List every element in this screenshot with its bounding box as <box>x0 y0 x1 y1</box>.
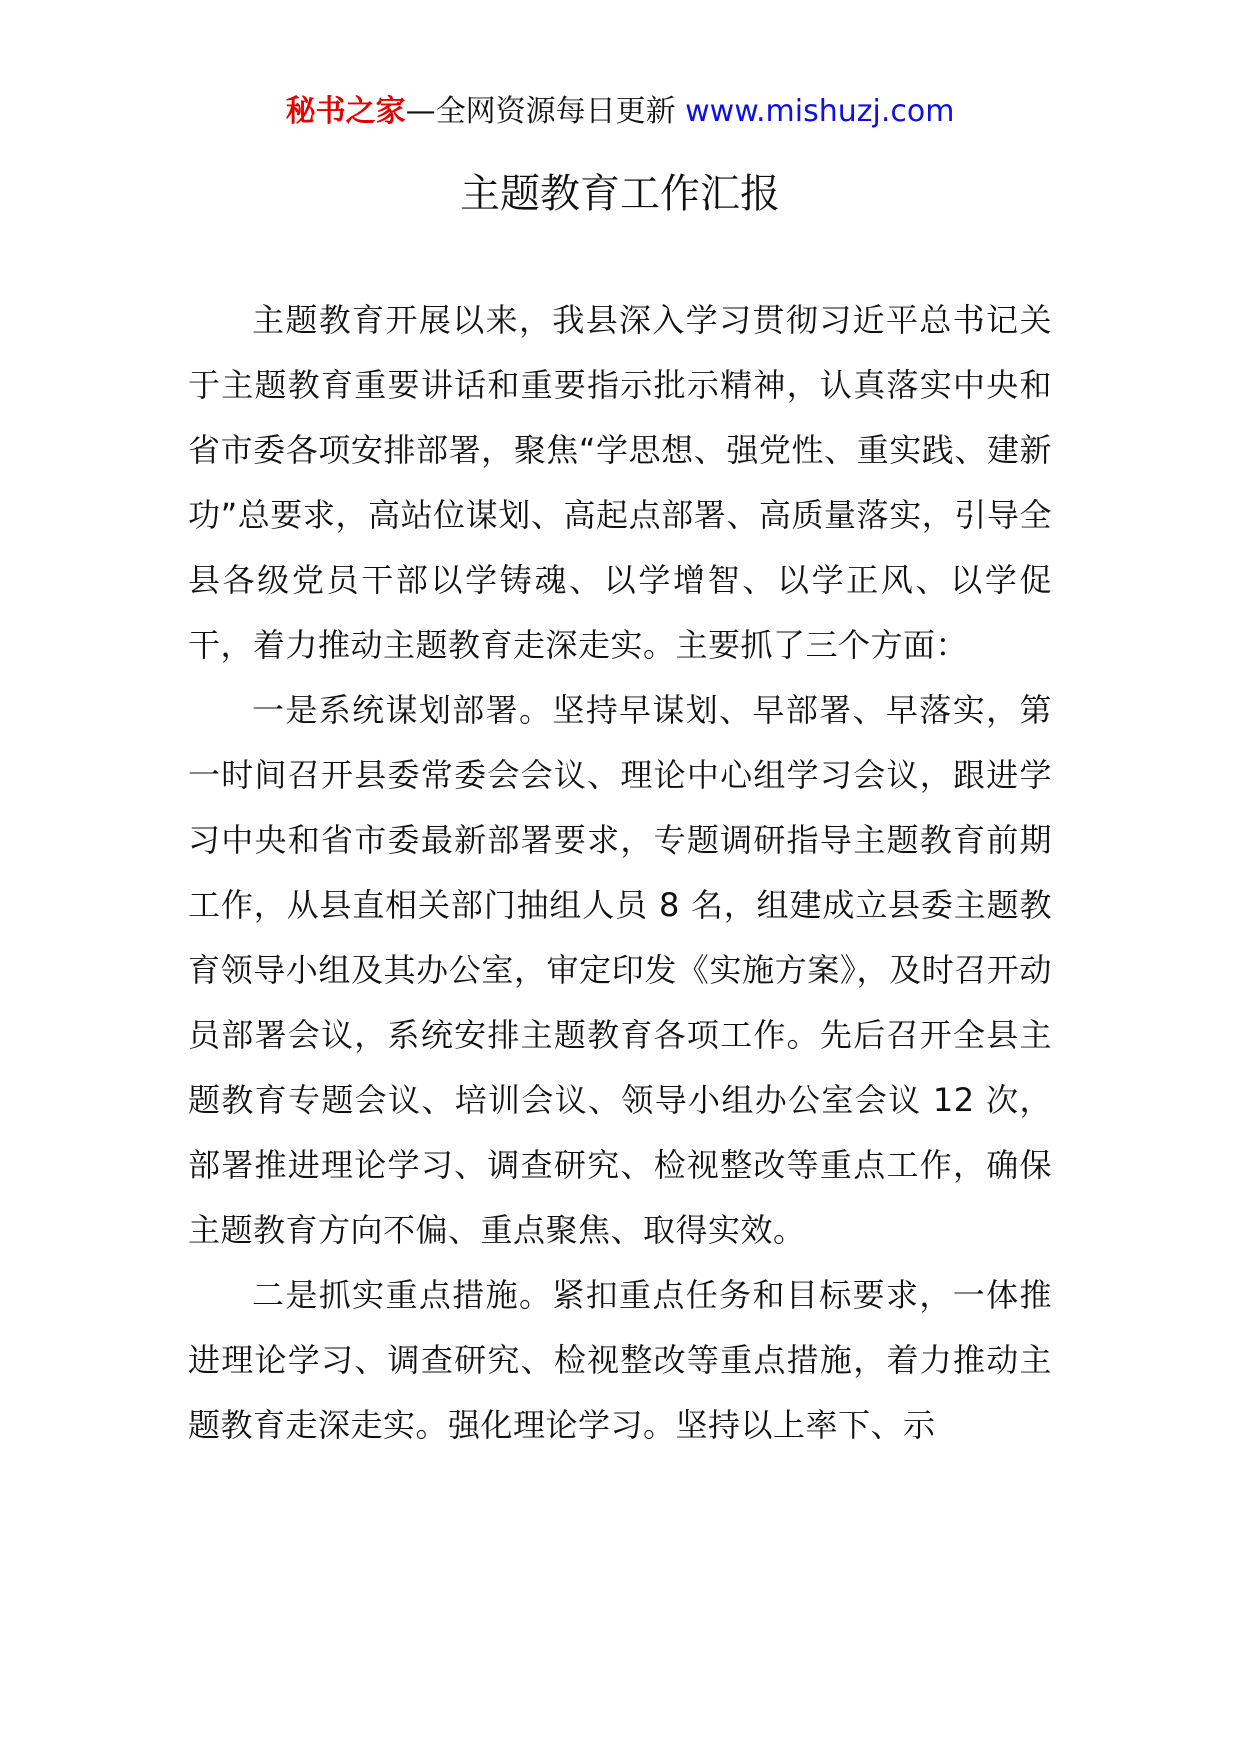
paragraph-point-two: 二是抓实重点措施。紧扣重点任务和目标要求，一体推进理论学习、调查研究、检视整改等重点措施，着力推动主题教育走深走实。强化理论学习。坚持以上率下、示 <box>188 1276 1052 1444</box>
paragraph-point-one: 一是系统谋划部署。坚持早谋划、早部署、早落实，第一时间召开县委常委会会议、理论中心组学习会议，跟进学习中央和省市委最新部署要求，专题调研指导主题教育前期工作，从县直相关部门抽组人员 8 名，组建成立县委主题教育领导小组及其办公室，审定印发《实施方案》，及时召开动员部署会议，系统安排主题教育各项工作。先后召开全县主题教育专题会议、培训会议、领导小组办公室会议 12 次，部署推进理论学习、调查研究、检视整改等重点工作，确保主题教育方向不偏、重点聚焦、取得实效。 <box>188 691 1052 1249</box>
paragraph-intro: 主题教育开展以来，我县深入学习贯彻习近平总书记关于主题教育重要讲话和重要指示批示精神，认真落实中央和省市委各项安排部署，聚焦“学思想、强党性、重实践、建新功”总要求，高站位谋划、高起点部署、高质量落实，引导全县各级党员干部以学铸魂、以学增智、以学正风、以学促干，着力推动主题教育走深走实。主要抓了三个方面： <box>188 301 1052 664</box>
site-url-link[interactable]: www.mishuzj.com <box>685 94 955 129</box>
banner-tagline: —全网资源每日更新 <box>405 94 676 129</box>
document-body <box>188 288 1052 1458</box>
brand-name: 秘书之家 <box>285 94 406 129</box>
document-title: 主题教育工作汇报 <box>460 171 780 217</box>
site-banner <box>0 92 1240 132</box>
